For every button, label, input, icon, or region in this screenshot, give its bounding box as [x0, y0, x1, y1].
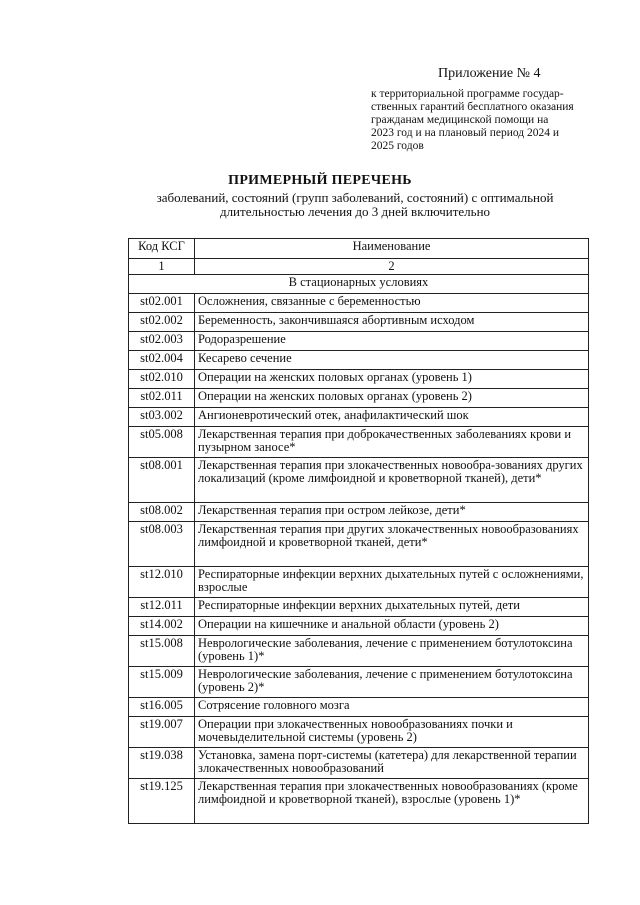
table-row	[129, 370, 589, 389]
ksg-name: Сотрясение головного мозга	[195, 698, 589, 717]
ksg-name: Кесарево сечение	[195, 351, 589, 370]
document-subtitle	[120, 191, 590, 219]
ksg-name: Лекарственная терапия при остром лейкозе, дети*	[195, 503, 589, 522]
section-row	[129, 275, 589, 294]
ksg-code: st19.125	[129, 779, 195, 824]
appendix-line: 2023 год и на плановый период 2024 и	[371, 127, 560, 139]
ksg-name: Родоразрешение	[195, 332, 589, 351]
ksg-code: st05.008	[129, 427, 195, 458]
appendix-line: ственных гарантий бесплатного оказания	[371, 101, 574, 113]
ksg-code: st02.011	[129, 389, 195, 408]
ksg-name: Лекарственная терапия при злокачественных новообра-зованиях других локализаций (кроме лимфоидной и кроветворной тканей), дети*	[195, 458, 589, 503]
appendix-title: Приложение № 4	[438, 66, 541, 81]
ksg-code: st08.003	[129, 522, 195, 567]
document-title: ПРИМЕРНЫЙ ПЕРЕЧЕНЬ	[228, 173, 412, 188]
ksg-code: st19.038	[129, 748, 195, 779]
table-row	[129, 522, 589, 567]
table-row	[129, 748, 589, 779]
table-row	[129, 779, 589, 824]
appendix-subtitle	[371, 88, 611, 153]
table-row	[129, 567, 589, 598]
table-row	[129, 458, 589, 503]
column-number: 1	[129, 259, 195, 275]
ksg-code: st08.002	[129, 503, 195, 522]
ksg-code: st02.004	[129, 351, 195, 370]
table-row	[129, 351, 589, 370]
ksg-code: st16.005	[129, 698, 195, 717]
ksg-name: Беременность, закончившаяся абортивным исходом	[195, 313, 589, 332]
table-row	[129, 427, 589, 458]
ksg-name: Операции на женских половых органах (уровень 1)	[195, 370, 589, 389]
ksg-name: Установка, замена порт-системы (катетера) для лекарственной терапии злокачественных новообразований	[195, 748, 589, 779]
subtitle-line: заболеваний, состояний (групп заболеваний, состояний) с оптимальной	[156, 190, 554, 205]
table-row	[129, 389, 589, 408]
table-row	[129, 503, 589, 522]
table-row	[129, 598, 589, 617]
ksg-name: Респираторные инфекции верхних дыхательных путей, дети	[195, 598, 589, 617]
table-row	[129, 667, 589, 698]
ksg-name: Лекарственная терапия при других злокачественных новообразованиях лимфоидной и кроветворной тканей, дети*	[195, 522, 589, 567]
ksg-name: Неврологические заболевания, лечение с применением ботулотоксина (уровень 2)*	[195, 667, 589, 698]
ksg-code: st12.011	[129, 598, 195, 617]
table-row	[129, 617, 589, 636]
ksg-code: st19.007	[129, 717, 195, 748]
ksg-code: st14.002	[129, 617, 195, 636]
ksg-table	[128, 238, 589, 824]
ksg-name: Ангионевротический отек, анафилактический шок	[195, 408, 589, 427]
table-row	[129, 332, 589, 351]
subtitle-line: длительностью лечения до 3 дней включительно	[219, 204, 491, 219]
ksg-code: st02.010	[129, 370, 195, 389]
table-row	[129, 294, 589, 313]
table-row	[129, 698, 589, 717]
ksg-code: st15.009	[129, 667, 195, 698]
table-row	[129, 408, 589, 427]
header-name: Наименование	[195, 239, 589, 259]
table-row	[129, 717, 589, 748]
column-number-row	[129, 259, 589, 275]
column-number: 2	[195, 259, 589, 275]
ksg-name: Операции при злокачественных новообразованиях почки и мочевыделительной системы (уровень 2)	[195, 717, 589, 748]
ksg-name: Осложнения, связанные с беременностью	[195, 294, 589, 313]
ksg-code: st15.008	[129, 636, 195, 667]
ksg-code: st03.002	[129, 408, 195, 427]
section-title: В стационарных условиях	[129, 275, 589, 294]
ksg-code: st02.003	[129, 332, 195, 351]
ksg-code: st02.001	[129, 294, 195, 313]
table-header-row	[129, 239, 589, 259]
ksg-name: Неврологические заболевания, лечение с применением ботулотоксина (уровень 1)*	[195, 636, 589, 667]
appendix-line: 2025 годов	[371, 140, 424, 152]
ksg-code: st02.002	[129, 313, 195, 332]
ksg-name: Операции на женских половых органах (уровень 2)	[195, 389, 589, 408]
ksg-name: Лекарственная терапия при доброкачественных заболеваниях крови и пузырном заносе*	[195, 427, 589, 458]
table-row	[129, 636, 589, 667]
ksg-code: st08.001	[129, 458, 195, 503]
ksg-name: Лекарственная терапия при злокачественных новообразованиях (кроме лимфоидной и кроветворной тканей), взрослые (уровень 1)*	[195, 779, 589, 824]
table-row	[129, 313, 589, 332]
ksg-code: st12.010	[129, 567, 195, 598]
appendix-line: гражданам медицинской помощи на	[371, 114, 549, 126]
appendix-line: к территориальной программе государ-	[371, 88, 564, 100]
ksg-name: Респираторные инфекции верхних дыхательных путей с осложнениями, взрослые	[195, 567, 589, 598]
ksg-name: Операции на кишечнике и анальной области (уровень 2)	[195, 617, 589, 636]
header-code: Код КСГ	[129, 239, 195, 259]
